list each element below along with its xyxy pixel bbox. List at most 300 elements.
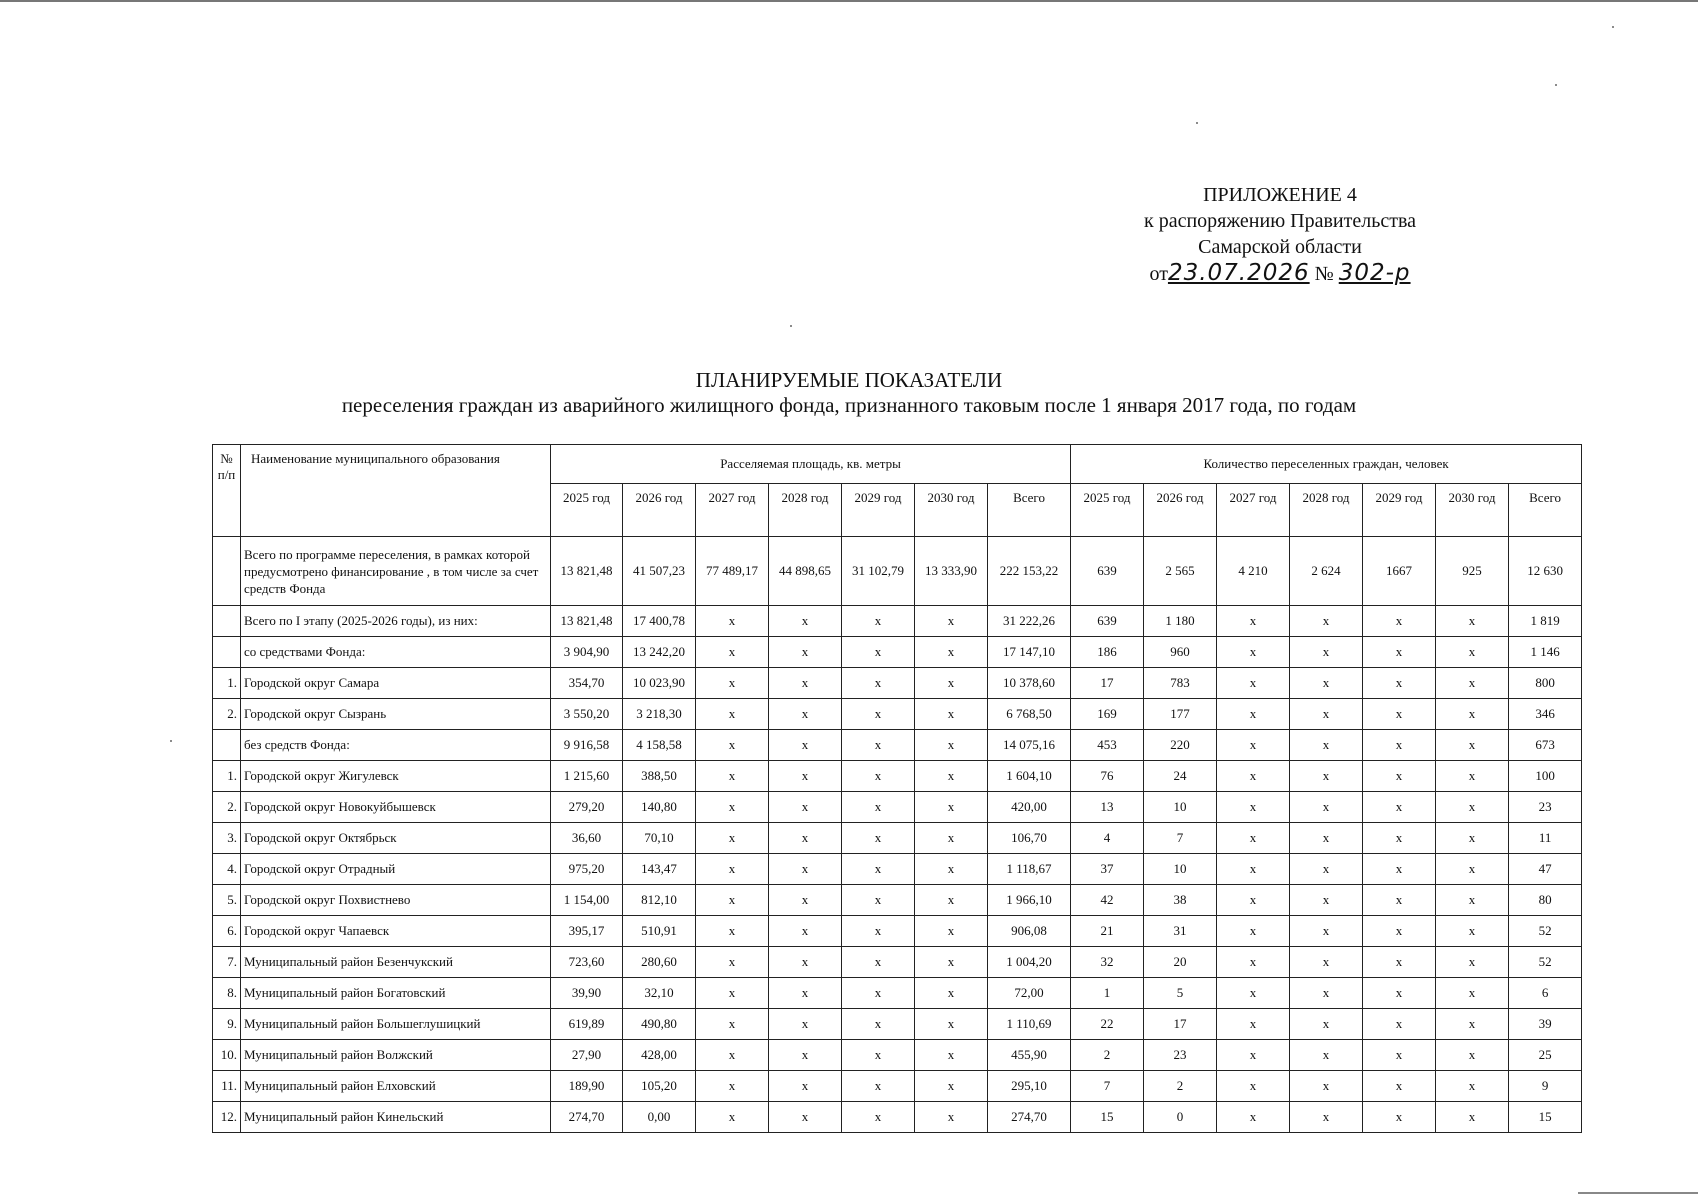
area-cell: 1 118,67	[988, 854, 1071, 885]
people-cell: x	[1436, 1009, 1509, 1040]
people-cell: 453	[1071, 730, 1144, 761]
people-cell: x	[1363, 1040, 1436, 1071]
document-title	[0, 368, 1698, 418]
people-cell: 4	[1071, 823, 1144, 854]
area-cell: 1 110,69	[988, 1009, 1071, 1040]
handwritten-date: 23.07.2026	[1167, 260, 1310, 286]
area-cell: x	[696, 1009, 769, 1040]
people-cell: 639	[1071, 606, 1144, 637]
people-cell: 169	[1071, 699, 1144, 730]
row-number: 1.	[213, 668, 241, 699]
area-cell: x	[915, 699, 988, 730]
table-row	[213, 978, 1582, 1009]
col-header-people-year: 2027 год	[1217, 484, 1290, 537]
people-cell: 1 180	[1144, 606, 1217, 637]
area-cell: 13 333,90	[915, 537, 988, 606]
people-cell: 52	[1509, 916, 1582, 947]
row-number	[213, 730, 241, 761]
area-cell: x	[915, 792, 988, 823]
area-cell: x	[769, 637, 842, 668]
row-number: 3.	[213, 823, 241, 854]
people-cell: x	[1290, 761, 1363, 792]
people-cell: 346	[1509, 699, 1582, 730]
table-row	[213, 1071, 1582, 1102]
people-cell: x	[1290, 978, 1363, 1009]
people-cell: 2	[1071, 1040, 1144, 1071]
row-number: 1.	[213, 761, 241, 792]
people-cell: 177	[1144, 699, 1217, 730]
area-cell: x	[915, 916, 988, 947]
people-cell: 783	[1144, 668, 1217, 699]
people-cell: 31	[1144, 916, 1217, 947]
area-cell: x	[842, 1102, 915, 1133]
area-cell: 32,10	[623, 978, 696, 1009]
area-cell: 17 147,10	[988, 637, 1071, 668]
people-cell: x	[1363, 854, 1436, 885]
municipality-name: Муниципальный район Безенчукский	[241, 947, 551, 978]
area-cell: 455,90	[988, 1040, 1071, 1071]
table-row	[213, 761, 1582, 792]
area-cell: x	[915, 1102, 988, 1133]
people-cell: x	[1436, 637, 1509, 668]
col-header-people-year: 2028 год	[1290, 484, 1363, 537]
people-cell: x	[1217, 1009, 1290, 1040]
municipality-name: Муниципальный район Богатовский	[241, 978, 551, 1009]
area-cell: x	[769, 761, 842, 792]
people-cell: 15	[1509, 1102, 1582, 1133]
area-cell: 44 898,65	[769, 537, 842, 606]
table-row	[213, 823, 1582, 854]
area-cell: 31 222,26	[988, 606, 1071, 637]
people-cell: x	[1436, 761, 1509, 792]
people-cell: x	[1217, 947, 1290, 978]
appendix-date-line	[1080, 260, 1480, 287]
row-number: 2.	[213, 699, 241, 730]
area-cell: x	[696, 730, 769, 761]
area-cell: x	[769, 978, 842, 1009]
area-cell: 106,70	[988, 823, 1071, 854]
col-header-area-total: Всего	[988, 484, 1071, 537]
area-cell: 4 158,58	[623, 730, 696, 761]
col-header-area-year: 2028 год	[769, 484, 842, 537]
area-cell: x	[769, 1009, 842, 1040]
area-cell: x	[769, 947, 842, 978]
municipality-name: Всего по I этапу (2025-2026 годы), из них:	[241, 606, 551, 637]
area-cell: x	[696, 1040, 769, 1071]
municipality-name: Городской округ Жигулевск	[241, 761, 551, 792]
number-label: №	[1314, 263, 1334, 285]
people-cell: 800	[1509, 668, 1582, 699]
area-cell: x	[696, 606, 769, 637]
area-cell: 354,70	[551, 668, 623, 699]
people-cell: 220	[1144, 730, 1217, 761]
area-cell: 274,70	[988, 1102, 1071, 1133]
scan-speck	[170, 740, 172, 742]
title-subtitle: переселения граждан из аварийного жилищного фонда, признанного таковым после 1 января 2017 года, по годам	[341, 393, 1357, 417]
row-number: 9.	[213, 1009, 241, 1040]
area-cell: 1 966,10	[988, 885, 1071, 916]
people-cell: 47	[1509, 854, 1582, 885]
row-number: 7.	[213, 947, 241, 978]
area-cell: 274,70	[551, 1102, 623, 1133]
area-cell: x	[915, 823, 988, 854]
area-cell: x	[842, 761, 915, 792]
people-cell: x	[1217, 699, 1290, 730]
area-cell: 14 075,16	[988, 730, 1071, 761]
people-cell: x	[1217, 916, 1290, 947]
people-cell: x	[1290, 668, 1363, 699]
area-cell: x	[842, 1009, 915, 1040]
row-number	[213, 606, 241, 637]
people-cell: x	[1436, 854, 1509, 885]
appendix-line-order: к распоряжению Правительства	[1143, 210, 1416, 232]
people-cell: x	[1436, 916, 1509, 947]
area-cell: 1 154,00	[551, 885, 623, 916]
area-cell: 279,20	[551, 792, 623, 823]
table-row	[213, 537, 1582, 606]
people-cell: x	[1363, 761, 1436, 792]
people-cell: x	[1436, 730, 1509, 761]
scan-speck	[1555, 84, 1557, 86]
area-cell: x	[842, 792, 915, 823]
people-cell: x	[1290, 792, 1363, 823]
people-cell: 13	[1071, 792, 1144, 823]
people-cell: x	[1290, 947, 1363, 978]
table-row	[213, 637, 1582, 668]
area-cell: x	[842, 854, 915, 885]
area-cell: 10 023,90	[623, 668, 696, 699]
people-cell: 23	[1144, 1040, 1217, 1071]
area-cell: x	[769, 916, 842, 947]
people-cell: x	[1290, 1071, 1363, 1102]
people-cell: x	[1290, 606, 1363, 637]
people-cell: 20	[1144, 947, 1217, 978]
area-cell: 105,20	[623, 1071, 696, 1102]
area-cell: x	[696, 916, 769, 947]
col-group-area: Расселяемая площадь, кв. метры	[551, 445, 1071, 484]
people-cell: x	[1363, 978, 1436, 1009]
people-cell: x	[1436, 668, 1509, 699]
people-cell: x	[1217, 668, 1290, 699]
people-cell: x	[1363, 916, 1436, 947]
people-cell: x	[1436, 606, 1509, 637]
table-row	[213, 606, 1582, 637]
people-cell: x	[1217, 1071, 1290, 1102]
people-cell: x	[1436, 978, 1509, 1009]
area-cell: x	[915, 761, 988, 792]
people-cell: x	[1363, 699, 1436, 730]
area-cell: x	[696, 978, 769, 1009]
municipality-name: Городской округ Новокуйбышевск	[241, 792, 551, 823]
area-cell: x	[915, 606, 988, 637]
table-row	[213, 854, 1582, 885]
people-cell: 2 624	[1290, 537, 1363, 606]
area-cell: 295,10	[988, 1071, 1071, 1102]
area-cell: x	[696, 699, 769, 730]
area-cell: 3 218,30	[623, 699, 696, 730]
people-cell: 100	[1509, 761, 1582, 792]
people-cell: x	[1290, 730, 1363, 761]
municipality-name: Муниципальный район Елховский	[241, 1071, 551, 1102]
people-cell: 80	[1509, 885, 1582, 916]
people-cell: 42	[1071, 885, 1144, 916]
area-cell: x	[842, 978, 915, 1009]
municipality-name: Городской округ Отрадный	[241, 854, 551, 885]
people-cell: 2	[1144, 1071, 1217, 1102]
people-cell: 32	[1071, 947, 1144, 978]
area-cell: x	[696, 1071, 769, 1102]
table-row	[213, 947, 1582, 978]
area-cell: x	[842, 637, 915, 668]
area-cell: x	[769, 823, 842, 854]
people-cell: 1667	[1363, 537, 1436, 606]
people-cell: 15	[1071, 1102, 1144, 1133]
area-cell: x	[842, 947, 915, 978]
appendix-line-region: Самарской области	[1198, 236, 1362, 258]
area-cell: x	[696, 668, 769, 699]
area-cell: 39,90	[551, 978, 623, 1009]
area-cell: x	[769, 668, 842, 699]
people-cell: 17	[1071, 668, 1144, 699]
area-cell: x	[915, 1040, 988, 1071]
people-cell: x	[1290, 854, 1363, 885]
people-cell: 25	[1509, 1040, 1582, 1071]
area-cell: x	[769, 854, 842, 885]
table-row	[213, 730, 1582, 761]
people-cell: 960	[1144, 637, 1217, 668]
col-header-area-year: 2027 год	[696, 484, 769, 537]
people-cell: x	[1217, 978, 1290, 1009]
area-cell: 280,60	[623, 947, 696, 978]
row-number	[213, 537, 241, 606]
area-cell: x	[842, 699, 915, 730]
people-cell: x	[1290, 1040, 1363, 1071]
col-header-area-year: 2025 год	[551, 484, 623, 537]
area-cell: x	[915, 730, 988, 761]
area-cell: x	[769, 1071, 842, 1102]
people-cell: x	[1217, 885, 1290, 916]
handwritten-number: 302-р	[1338, 260, 1411, 286]
people-cell: 925	[1436, 537, 1509, 606]
area-cell: 13 242,20	[623, 637, 696, 668]
area-cell: 10 378,60	[988, 668, 1071, 699]
area-cell: 428,00	[623, 1040, 696, 1071]
municipality-name: Муниципальный район Большеглушицкий	[241, 1009, 551, 1040]
people-cell: 639	[1071, 537, 1144, 606]
people-cell: 52	[1509, 947, 1582, 978]
table-row	[213, 792, 1582, 823]
col-header-name: Наименование муниципального образования	[241, 445, 551, 537]
people-cell: 6	[1509, 978, 1582, 1009]
col-header-people-year: 2026 год	[1144, 484, 1217, 537]
area-cell: 77 489,17	[696, 537, 769, 606]
people-cell: x	[1217, 761, 1290, 792]
row-number: 8.	[213, 978, 241, 1009]
people-cell: x	[1290, 885, 1363, 916]
people-cell: x	[1363, 637, 1436, 668]
people-cell: 38	[1144, 885, 1217, 916]
col-group-people: Количество переселенных граждан, человек	[1071, 445, 1582, 484]
people-cell: x	[1217, 823, 1290, 854]
people-cell: 186	[1071, 637, 1144, 668]
row-number: 12.	[213, 1102, 241, 1133]
row-number: 11.	[213, 1071, 241, 1102]
area-cell: x	[696, 854, 769, 885]
people-cell: 76	[1071, 761, 1144, 792]
table-row	[213, 1040, 1582, 1071]
col-header-people-total: Всего	[1509, 484, 1582, 537]
people-cell: x	[1217, 854, 1290, 885]
area-cell: 9 916,58	[551, 730, 623, 761]
people-cell: x	[1363, 885, 1436, 916]
people-cell: x	[1363, 730, 1436, 761]
area-cell: x	[696, 823, 769, 854]
people-cell: x	[1363, 1009, 1436, 1040]
area-cell: x	[696, 885, 769, 916]
people-cell: x	[1217, 1040, 1290, 1071]
row-number: 4.	[213, 854, 241, 885]
people-cell: x	[1436, 1040, 1509, 1071]
people-cell: x	[1363, 792, 1436, 823]
area-cell: x	[842, 885, 915, 916]
area-cell: x	[769, 606, 842, 637]
people-cell: 23	[1509, 792, 1582, 823]
table-row	[213, 668, 1582, 699]
people-cell: 1 146	[1509, 637, 1582, 668]
row-number: 10.	[213, 1040, 241, 1071]
area-cell: 13 821,48	[551, 537, 623, 606]
area-cell: x	[769, 699, 842, 730]
area-cell: x	[696, 792, 769, 823]
people-cell: x	[1217, 792, 1290, 823]
people-cell: 7	[1071, 1071, 1144, 1102]
municipality-name: Городской округ Похвистнево	[241, 885, 551, 916]
area-cell: x	[842, 916, 915, 947]
scan-edge-bottom	[1578, 1192, 1698, 1194]
area-cell: 3 550,20	[551, 699, 623, 730]
people-cell: 39	[1509, 1009, 1582, 1040]
area-cell: x	[915, 637, 988, 668]
people-cell: x	[1363, 1102, 1436, 1133]
area-cell: 0,00	[623, 1102, 696, 1133]
municipality-name: Городской округ Сызрань	[241, 699, 551, 730]
area-cell: 510,91	[623, 916, 696, 947]
people-cell: x	[1217, 730, 1290, 761]
from-label: от	[1149, 263, 1168, 285]
people-cell: 5	[1144, 978, 1217, 1009]
people-cell: x	[1436, 885, 1509, 916]
scan-speck	[790, 325, 792, 327]
area-cell: x	[915, 1071, 988, 1102]
area-cell: x	[696, 761, 769, 792]
people-cell: 4 210	[1217, 537, 1290, 606]
people-cell: x	[1436, 1071, 1509, 1102]
people-cell: 7	[1144, 823, 1217, 854]
municipality-name: Всего по программе переселения, в рамках которой предусмотрено финансирование , в том числе за счет средств Фонда	[241, 537, 551, 606]
people-cell: 11	[1509, 823, 1582, 854]
people-cell: x	[1436, 1102, 1509, 1133]
table-row	[213, 1102, 1582, 1133]
area-cell: x	[842, 823, 915, 854]
area-cell: 36,60	[551, 823, 623, 854]
area-cell: 395,17	[551, 916, 623, 947]
people-cell: x	[1217, 1102, 1290, 1133]
area-cell: 420,00	[988, 792, 1071, 823]
people-cell: 2 565	[1144, 537, 1217, 606]
table-row	[213, 699, 1582, 730]
table-row	[213, 885, 1582, 916]
area-cell: 3 904,90	[551, 637, 623, 668]
area-cell: 41 507,23	[623, 537, 696, 606]
col-header-area-year: 2030 год	[915, 484, 988, 537]
area-cell: 812,10	[623, 885, 696, 916]
people-cell: x	[1363, 668, 1436, 699]
area-cell: 72,00	[988, 978, 1071, 1009]
area-cell: 13 821,48	[551, 606, 623, 637]
people-cell: x	[1217, 606, 1290, 637]
people-cell: x	[1290, 1009, 1363, 1040]
people-cell: x	[1363, 947, 1436, 978]
row-number: 5.	[213, 885, 241, 916]
area-cell: 1 215,60	[551, 761, 623, 792]
area-cell: 388,50	[623, 761, 696, 792]
area-cell: x	[769, 730, 842, 761]
people-cell: 21	[1071, 916, 1144, 947]
area-cell: x	[696, 947, 769, 978]
area-cell: x	[842, 606, 915, 637]
municipality-name: Городской округ Самара	[241, 668, 551, 699]
area-cell: 975,20	[551, 854, 623, 885]
title-main: ПЛАНИРУЕМЫЕ ПОКАЗАТЕЛИ	[695, 368, 1003, 392]
col-header-area-year: 2029 год	[842, 484, 915, 537]
municipality-name: со средствами Фонда:	[241, 637, 551, 668]
row-number	[213, 637, 241, 668]
people-cell: 37	[1071, 854, 1144, 885]
people-cell: 10	[1144, 792, 1217, 823]
area-cell: 1 604,10	[988, 761, 1071, 792]
area-cell: x	[915, 978, 988, 1009]
area-cell: x	[842, 1071, 915, 1102]
area-cell: x	[842, 668, 915, 699]
people-cell: 1 819	[1509, 606, 1582, 637]
people-cell: x	[1290, 823, 1363, 854]
area-cell: x	[915, 947, 988, 978]
area-cell: 1 004,20	[988, 947, 1071, 978]
area-cell: x	[842, 1040, 915, 1071]
people-cell: 9	[1509, 1071, 1582, 1102]
area-cell: x	[915, 1009, 988, 1040]
area-cell: x	[769, 1040, 842, 1071]
people-cell: x	[1436, 823, 1509, 854]
people-cell: 0	[1144, 1102, 1217, 1133]
table-row	[213, 916, 1582, 947]
area-cell: x	[696, 1102, 769, 1133]
people-cell: x	[1436, 792, 1509, 823]
area-cell: 906,08	[988, 916, 1071, 947]
row-number: 2.	[213, 792, 241, 823]
people-cell: x	[1363, 606, 1436, 637]
area-cell: 619,89	[551, 1009, 623, 1040]
people-cell: x	[1436, 947, 1509, 978]
col-header-area-year: 2026 год	[623, 484, 696, 537]
indicators-table	[212, 444, 1582, 1133]
area-cell: x	[915, 854, 988, 885]
area-cell: x	[696, 637, 769, 668]
table-row	[213, 1009, 1582, 1040]
area-cell: x	[769, 1102, 842, 1133]
people-cell: 24	[1144, 761, 1217, 792]
people-cell: 17	[1144, 1009, 1217, 1040]
